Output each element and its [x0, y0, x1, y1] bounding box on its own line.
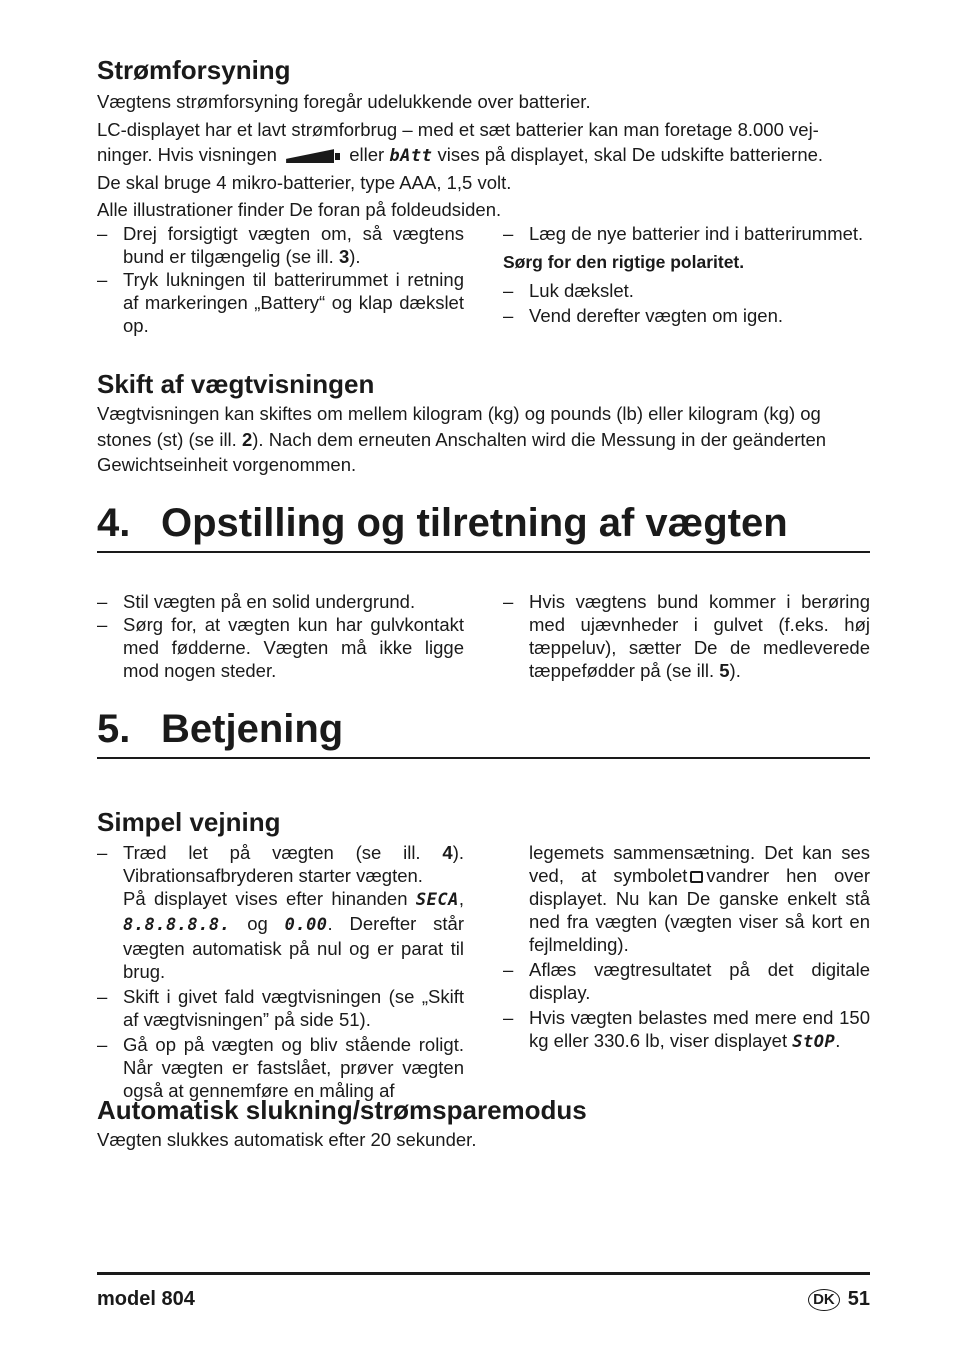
list-item: – Træd let på vægten (se ill. 4). Vibrationsafbryderen starter vægten. — [97, 841, 464, 887]
lcd-000: 0.00 — [284, 915, 328, 935]
section-title-simple: Simpel vejning — [97, 807, 281, 837]
list-item: – Drej forsigtigt vægten om, så vægtens bund er tilgængelig (se ill. 3). — [97, 222, 464, 268]
walking-symbol-icon — [690, 871, 703, 883]
list-item: – Tryk lukningen til batterirummet i retning af markeringen „Battery“ og klap dækslet op. — [97, 268, 464, 337]
battery-low-icon — [286, 149, 340, 163]
footer-page-info — [670, 1288, 870, 1311]
power-p2-line1: LC-displayet har et lavt strømforbrug – med et sæt batterier kan man foretage 8.000 vej- — [97, 118, 819, 140]
simple-left-column — [97, 841, 464, 1102]
lcd-88888: 8.8.8.8.8. — [123, 915, 231, 935]
section-title-power: Strømforsyning — [97, 55, 291, 85]
power-text — [97, 89, 870, 223]
list-item: – Gå op på vægten og bliv stående roligt. Når vægten er fastslået, prøver vægten også at gennemføre en måling af — [97, 1033, 464, 1102]
chapter-4-heading: 4. Opstilling og tilretning af vægten — [97, 501, 788, 545]
chapter-4-rule — [97, 551, 870, 553]
simple-right-column — [503, 841, 870, 1054]
power-p1: Vægtens strømforsyning foregår udelukkende over batterier. — [97, 91, 591, 112]
chapter-5-heading: 5. Betjening — [97, 707, 344, 751]
auto-off-text: Vægten slukkes automatisk efter 20 sekunder. — [97, 1129, 477, 1150]
display-sequence-text: På displayet vises efter hinanden SECA, 8.8.8.8.8. og 0.00. Derefter står vægten automatisk på nul og er parat til brug. — [123, 888, 465, 982]
list-item: – Vend derefter vægten om igen. — [503, 304, 870, 327]
list-item: – Luk dækslet. — [503, 279, 870, 302]
list-item: – Skift i givet fald vægtvisningen (se „Skift af vægtvisningen” på side 51). — [97, 985, 464, 1031]
list-item: – Sørg for, at vægten kun har gulvkontakt med fødderne. Vægten må ikke ligge mod nogen steder. — [97, 613, 464, 682]
lcd-seca: SECA — [415, 890, 459, 910]
section-title-auto-off: Automatisk slukning/strømsparemodus — [97, 1095, 587, 1125]
list-item: – Læg de nye batterier ind i batterirummet. — [503, 222, 870, 245]
section-title-units: Skift af vægtvisningen — [97, 369, 375, 399]
units-text: Vægtvisningen kan skiftes om mellem kilogram (kg) og pounds (lb) eller kilogram (kg) og stones (st) (se ill. 2). Nach dem erneuten Anschalten wird die Messung in der geänderten Gewichtseinheit vorgenommen. — [97, 403, 827, 475]
list-item: – Hvis vægtens bund kommer i berøring med ujævnheder i gulvet (f.eks. høj tæppeluv), sætter De de medleverede tæppefødder på (se ill. 5). — [503, 590, 870, 682]
ch4-left-column — [97, 590, 464, 682]
power-p2-line3: De skal bruge 4 mikro-batterier, type AAA, 1,5 volt. — [97, 171, 512, 193]
power-left-column — [97, 222, 464, 337]
list-item: – Aflæs vægtresultatet på det digitale display. — [503, 958, 870, 1004]
power-p3: Alle illustrationer finder De foran på foldeudsiden. — [97, 199, 502, 220]
footer-model: model 804 — [97, 1288, 195, 1310]
country-badge: DK — [808, 1289, 840, 1311]
footer-rule — [97, 1272, 870, 1275]
chapter-5-rule — [97, 757, 870, 759]
page-number: 51 — [847, 1288, 870, 1310]
lcd-stop: StOP — [792, 1032, 836, 1052]
list-item: – Stil vægten på en solid undergrund. — [97, 590, 464, 613]
power-right-column — [503, 222, 870, 327]
polarity-note: Sørg for den rigtige polaritet. — [503, 252, 745, 272]
list-item: – Hvis vægten belastes med mere end 150 kg eller 330.6 lb, viser displayet StOP. — [503, 1006, 870, 1054]
continued-text: legemets sammensætning. Det kan ses ved, at symbolet vandrer hen over displayet. Nu kan De ganske enkelt stå ned fra vægten (vægten viser så kort en fejlmelding). — [529, 842, 870, 955]
power-p2-line2: ninger. Hvis visningen eller bAtt vises på displayet, skal De udskifte batterierne. — [97, 144, 824, 166]
lcd-batt-symbol: bAtt — [389, 146, 433, 166]
ch4-right-column — [503, 590, 870, 682]
